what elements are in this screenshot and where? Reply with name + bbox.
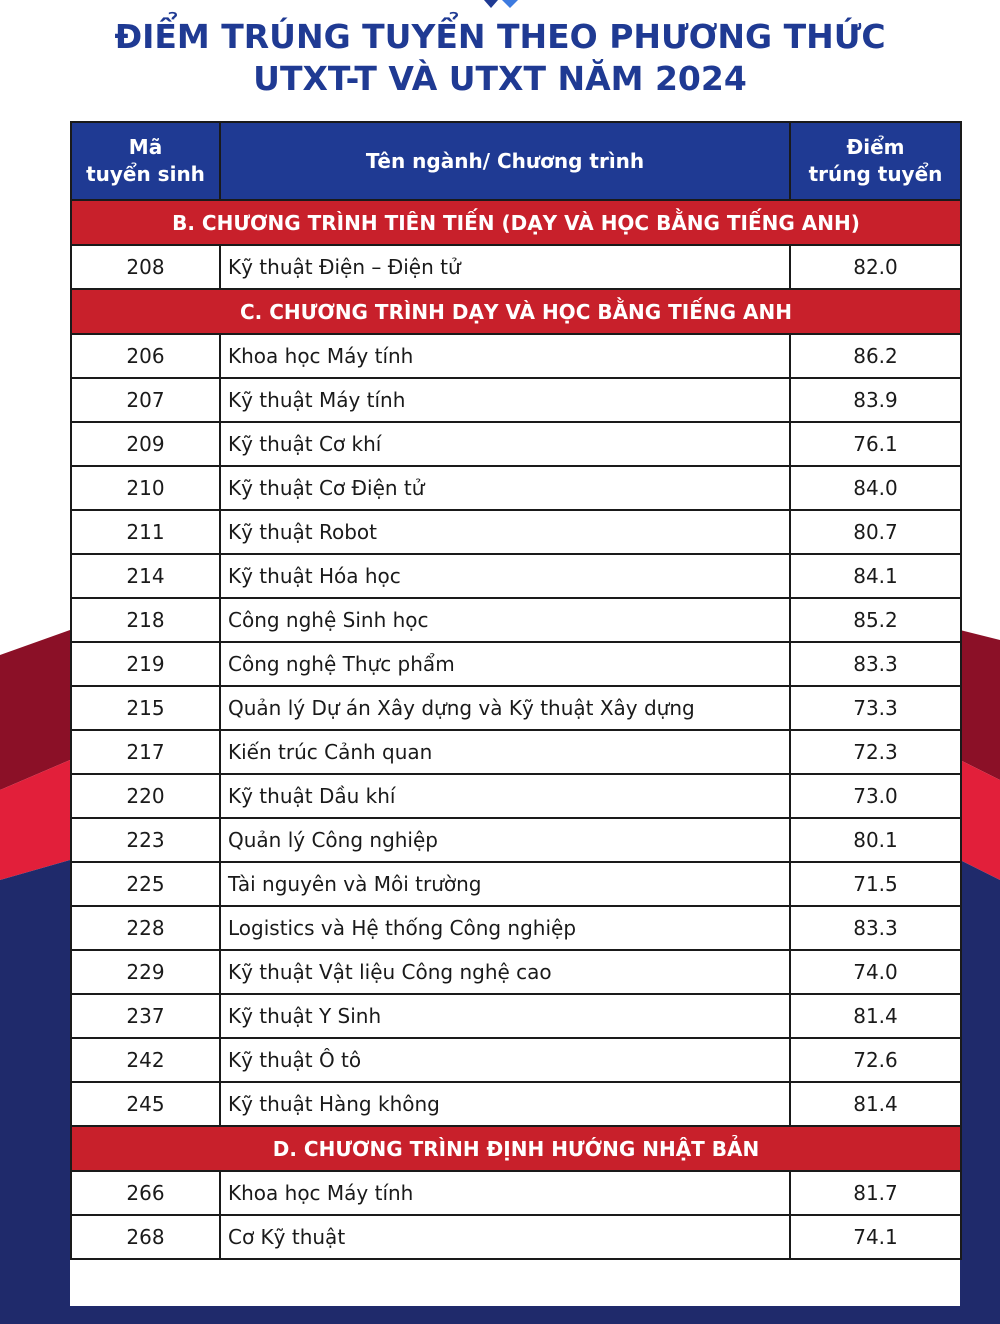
page-title <box>0 16 1000 100</box>
program-code: 218 <box>71 598 220 642</box>
program-name: Công nghệ Thực phẩm <box>220 642 790 686</box>
table-row <box>71 994 961 1038</box>
program-code: 206 <box>71 334 220 378</box>
program-name: Công nghệ Sinh học <box>220 598 790 642</box>
program-score: 71.5 <box>790 862 961 906</box>
table-row <box>71 466 961 510</box>
table-row <box>71 598 961 642</box>
program-code: 217 <box>71 730 220 774</box>
program-score: 82.0 <box>790 245 961 289</box>
program-name: Kỹ thuật Dầu khí <box>220 774 790 818</box>
program-name: Kỹ thuật Ô tô <box>220 1038 790 1082</box>
table-row <box>71 862 961 906</box>
program-score: 74.0 <box>790 950 961 994</box>
header-score <box>790 122 961 200</box>
header-score-line2: trúng tuyển <box>808 162 943 186</box>
admission-scores-table <box>70 121 962 1260</box>
program-code: 214 <box>71 554 220 598</box>
program-code: 209 <box>71 422 220 466</box>
program-score: 73.3 <box>790 686 961 730</box>
program-score: 72.6 <box>790 1038 961 1082</box>
program-name: Kiến trúc Cảnh quan <box>220 730 790 774</box>
program-name: Cơ Kỹ thuật <box>220 1215 790 1259</box>
bottom-navy-strip <box>0 1306 1000 1324</box>
program-code: 211 <box>71 510 220 554</box>
program-name: Kỹ thuật Y Sinh <box>220 994 790 1038</box>
program-score: 86.2 <box>790 334 961 378</box>
program-code: 223 <box>71 818 220 862</box>
program-code: 220 <box>71 774 220 818</box>
right-dark-red-band <box>960 630 1000 780</box>
section-title: C. CHƯƠNG TRÌNH DẠY VÀ HỌC BẰNG TIẾNG ANH <box>71 289 961 334</box>
table-row <box>71 1171 961 1215</box>
right-navy-band <box>960 860 1000 1324</box>
program-code: 229 <box>71 950 220 994</box>
section-title: D. CHƯƠNG TRÌNH ĐỊNH HƯỚNG NHẬT BẢN <box>71 1126 961 1171</box>
program-code: 215 <box>71 686 220 730</box>
header-score-line1: Điểm <box>846 135 905 159</box>
program-code: 219 <box>71 642 220 686</box>
table-row <box>71 642 961 686</box>
table-row <box>71 1215 961 1259</box>
table-row <box>71 378 961 422</box>
program-score: 76.1 <box>790 422 961 466</box>
program-name: Quản lý Công nghiệp <box>220 818 790 862</box>
program-score: 73.0 <box>790 774 961 818</box>
program-name: Khoa học Máy tính <box>220 334 790 378</box>
program-code: 210 <box>71 466 220 510</box>
program-score: 84.0 <box>790 466 961 510</box>
program-score: 83.3 <box>790 642 961 686</box>
header-code-line2: tuyển sinh <box>86 162 205 186</box>
program-name: Tài nguyên và Môi trường <box>220 862 790 906</box>
left-navy-band <box>0 860 70 1324</box>
program-score: 84.1 <box>790 554 961 598</box>
section-title: B. CHƯƠNG TRÌNH TIÊN TIẾN (DẠY VÀ HỌC BẰNG TIẾNG ANH) <box>71 200 961 245</box>
program-code: 237 <box>71 994 220 1038</box>
program-score: 83.9 <box>790 378 961 422</box>
table-row <box>71 1082 961 1126</box>
program-code: 225 <box>71 862 220 906</box>
program-score: 81.4 <box>790 994 961 1038</box>
right-red-band <box>960 760 1000 880</box>
section-header <box>71 200 961 245</box>
logo-fragment-icon <box>484 0 518 8</box>
program-name: Logistics và Hệ thống Công nghiệp <box>220 906 790 950</box>
table-row <box>71 245 961 289</box>
table-row <box>71 730 961 774</box>
title-line-1: ĐIỂM TRÚNG TUYỂN THEO PHƯƠNG THỨC <box>114 17 886 56</box>
table-row <box>71 422 961 466</box>
table-header-row <box>71 122 961 200</box>
program-score: 80.1 <box>790 818 961 862</box>
table-row <box>71 818 961 862</box>
header-code-line1: Mã <box>128 135 163 159</box>
header-code <box>71 122 220 200</box>
table-row <box>71 774 961 818</box>
program-name: Kỹ thuật Hóa học <box>220 554 790 598</box>
program-name: Kỹ thuật Máy tính <box>220 378 790 422</box>
program-code: 266 <box>71 1171 220 1215</box>
table-row <box>71 554 961 598</box>
program-code: 207 <box>71 378 220 422</box>
section-header <box>71 1126 961 1171</box>
program-score: 85.2 <box>790 598 961 642</box>
table-row <box>71 334 961 378</box>
title-line-2: UTXT-T VÀ UTXT NĂM 2024 <box>253 59 747 98</box>
section-header <box>71 289 961 334</box>
program-name: Kỹ thuật Hàng không <box>220 1082 790 1126</box>
program-score: 83.3 <box>790 906 961 950</box>
table-row <box>71 906 961 950</box>
program-code: 242 <box>71 1038 220 1082</box>
program-score: 72.3 <box>790 730 961 774</box>
program-name: Khoa học Máy tính <box>220 1171 790 1215</box>
table-row <box>71 686 961 730</box>
program-code: 268 <box>71 1215 220 1259</box>
program-name: Kỹ thuật Robot <box>220 510 790 554</box>
program-name: Kỹ thuật Điện – Điện tử <box>220 245 790 289</box>
program-name: Kỹ thuật Vật liệu Công nghệ cao <box>220 950 790 994</box>
program-score: 81.4 <box>790 1082 961 1126</box>
program-code: 208 <box>71 245 220 289</box>
program-code: 245 <box>71 1082 220 1126</box>
table-row <box>71 1038 961 1082</box>
program-name: Kỹ thuật Cơ khí <box>220 422 790 466</box>
table-row <box>71 950 961 994</box>
program-score: 80.7 <box>790 510 961 554</box>
table-row <box>71 510 961 554</box>
program-score: 74.1 <box>790 1215 961 1259</box>
header-name: Tên ngành/ Chương trình <box>220 122 790 200</box>
program-name: Kỹ thuật Cơ Điện tử <box>220 466 790 510</box>
program-code: 228 <box>71 906 220 950</box>
program-score: 81.7 <box>790 1171 961 1215</box>
program-name: Quản lý Dự án Xây dựng và Kỹ thuật Xây dựng <box>220 686 790 730</box>
